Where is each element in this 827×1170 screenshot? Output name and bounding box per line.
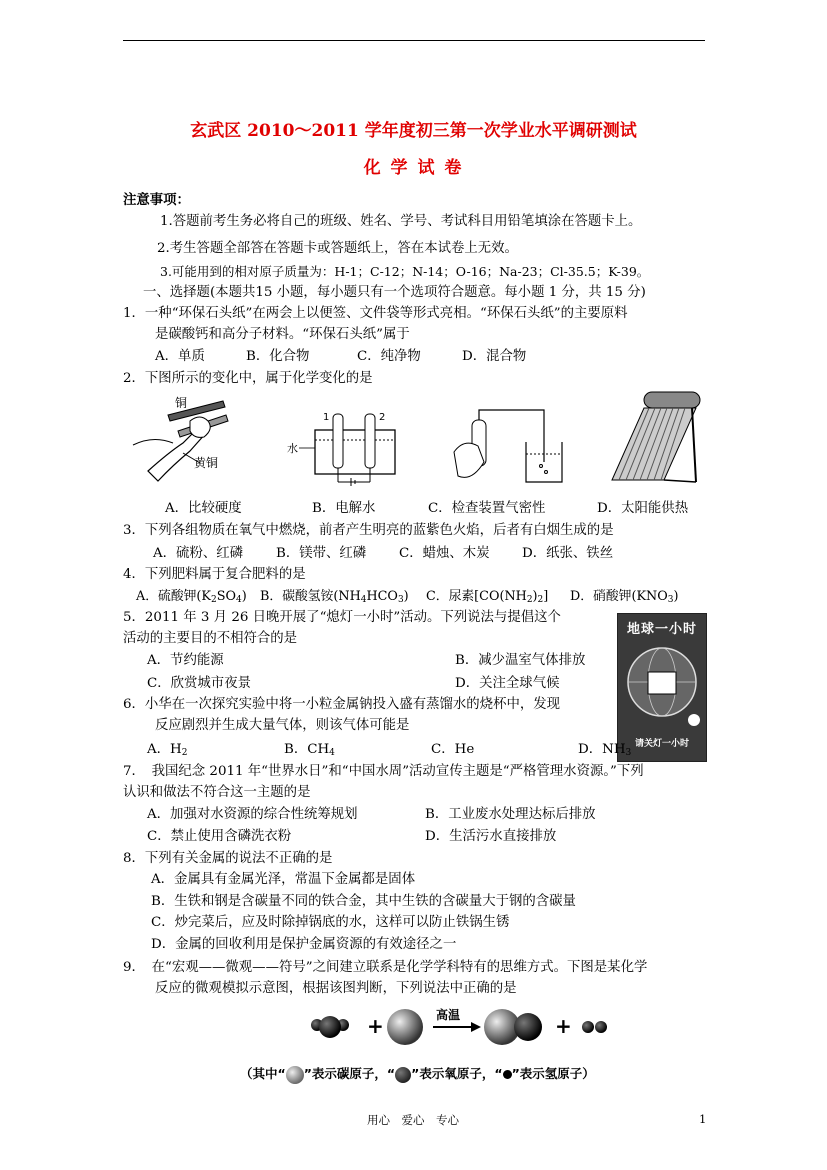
tube-1-label: 1	[323, 412, 330, 423]
q7-stem: 7． 我国纪念 2011 年“世界水日”和“中国水周”活动宣传主题是“严格管理水资源。”下列	[123, 764, 644, 779]
globe-icon	[618, 638, 706, 728]
q4-option-c: C．尿素$[CO(NH_2)_2]$	[426, 589, 549, 605]
q7-option-d: D．生活污水直接排放	[425, 829, 557, 844]
q2-option-a: A．比较硬度	[165, 501, 242, 516]
q3-stem: 3．下列各组物质在氧气中燃烧，前者产生明亮的蓝紫色火焰，后者有白烟生成的是	[123, 523, 614, 538]
q1-stem: 1．一种“环保石头纸”在两会上以便签、文件袋等形式亮相。“环保石头纸”的主要原料	[123, 306, 628, 321]
q9-stem: 9． 在“宏观——微观——符号”之间建立联系是化学学科特有的思维方式。下图是某化学	[123, 960, 648, 975]
notes-heading: 注意事项：	[123, 192, 190, 208]
q6-option-c: C．He	[431, 742, 475, 757]
tube-2-label: 2	[379, 412, 386, 423]
high-temperature-label: 高温	[436, 1008, 461, 1022]
carbon-atom-icon	[286, 1066, 304, 1084]
note-item: 1.答题前考生务必将自己的班级、姓名、学号、考试科目用铅笔填涂在答题卡上。	[160, 214, 642, 229]
q1-option-b: B．化合物	[246, 349, 310, 364]
q7-stem-cont: 认识和做法不符合这一主题的是	[123, 785, 311, 800]
water-label: 水	[287, 442, 298, 455]
footer-slogan: 用心 爱心 专心	[367, 1113, 459, 1127]
copper-label: 铜	[175, 396, 188, 410]
q1-stem-cont: 是碳酸钙和高分子材料。“环保石头纸”属于	[155, 327, 410, 342]
q8-option-d: D．金属的回收利用是保护金属资源的有效途径之一	[151, 937, 457, 952]
q5-option-d: D．关注全球气候	[455, 676, 560, 691]
exam-subtitle: 化 学 试 卷	[363, 158, 464, 178]
q5-option-a: A．节约能源	[147, 653, 224, 668]
q8-option-b: B．生铁和钢是含碳量不同的铁合金，其中生铁的含碳量大于钢的含碳量	[151, 894, 576, 909]
q2-option-d: D．太阳能供热	[597, 501, 689, 516]
q2-stem: 2．下图所示的变化中，属于化学变化的是	[123, 371, 373, 386]
q7-option-c: C．禁止使用含磷洗衣粉	[147, 829, 292, 844]
q4-option-b: B．碳酸氢铵$(NH_4HCO_3)$	[260, 589, 409, 605]
q3-option-b: B．镁带、红磷	[276, 546, 367, 561]
section-heading: 一、选择题(本题共15 小题，每小题只有一个选项符合题意。每小题 1 分，共 15 分)	[143, 285, 646, 300]
hardness-comparison-figure	[128, 393, 238, 485]
earth-hour-poster	[617, 613, 707, 762]
note-item: 2.考生答题全部答在答题卡或答题纸上，答在本试卷上无效。	[157, 241, 518, 256]
electrolysis-figure	[285, 410, 405, 488]
q6-option-d: D．$NH_3$	[578, 742, 632, 758]
oxygen-atom-icon	[395, 1067, 411, 1083]
q2-option-b: B．电解水	[312, 501, 376, 516]
reaction-legend: （其中“ ”表示碳原子，“ ”表示氧原子，“ ”表示氢原子）	[240, 1065, 595, 1084]
q7-option-a: A．加强对水资源的综合性统筹规划	[147, 807, 358, 822]
exam-title: 玄武区 2010～2011 学年度初三第一次学业水平调研测试	[190, 121, 637, 141]
q3-option-a: A．硫粉、红磷	[153, 546, 244, 561]
page-number: 1	[699, 1112, 707, 1126]
note-item: 3.可能用到的相对原子质量为：H-1；C-12；N-14；O-16；Na-23；Cl-35.5；K-39。	[160, 264, 650, 279]
q6-option-a: A．$H_2$	[147, 742, 188, 758]
q7-option-b: B．工业废水处理达标后排放	[425, 807, 596, 822]
q5-stem: 5．2011 年 3 月 26 日晚开展了“熄灯一小时”活动。下列说法与提倡这个	[123, 610, 561, 625]
q8-option-c: C．炒完菜后，应及时除掉锅底的水，这样可以防止铁锅生锈	[151, 915, 510, 930]
q6-stem-cont: 反应剧烈并生成大量气体，则该气体可能是	[155, 718, 410, 733]
q4-option-a: A．硫酸钾$(K_2SO_4)$	[136, 589, 247, 605]
q5-option-c: C．欣赏城市夜景	[147, 676, 251, 691]
q5-stem-cont: 活动的主要目的不相符合的是	[123, 631, 298, 646]
poster-footer: 请关灯一小时	[634, 739, 689, 749]
q6-stem: 6．小华在一次探究实验中将一小粒金属钠投入盛有蒸馏水的烧杯中，发现	[123, 697, 561, 712]
svg-text:+: +	[555, 1014, 572, 1038]
reaction-diagram	[305, 1003, 615, 1053]
q8-stem: 8．下列有关金属的说法不正确的是	[123, 851, 333, 866]
q1-option-a: A．单质	[155, 349, 205, 364]
svg-text:+: +	[367, 1014, 384, 1038]
solar-heater-figure	[604, 390, 704, 490]
q4-stem: 4．下列肥料属于复合肥料的是	[123, 567, 306, 582]
q1-option-c: C．纯净物	[357, 349, 421, 364]
q2-option-c: C．检查装置气密性	[428, 501, 546, 516]
q3-option-d: D．纸张、铁丝	[522, 546, 614, 561]
hydrogen-atom-icon	[503, 1070, 512, 1079]
poster-title: 地球一小时	[626, 622, 697, 637]
q6-option-b: B．$CH_4$	[284, 742, 335, 758]
q5-option-b: B．减少温室气体排放	[455, 653, 586, 668]
q4-option-d: D．硝酸钾$(KNO_3)$	[570, 589, 679, 605]
q8-option-a: A．金属具有金属光泽，常温下金属都是固体	[151, 872, 416, 887]
q1-option-d: D．混合物	[462, 349, 527, 364]
q3-option-c: C．蜡烛、木炭	[399, 546, 490, 561]
q9-stem-cont: 反应的微观模拟示意图，根据该图判断，下列说法中正确的是	[155, 981, 517, 996]
brass-label: 黄铜	[194, 456, 219, 470]
airtightness-check-figure	[444, 402, 564, 490]
header-rule	[123, 40, 705, 41]
